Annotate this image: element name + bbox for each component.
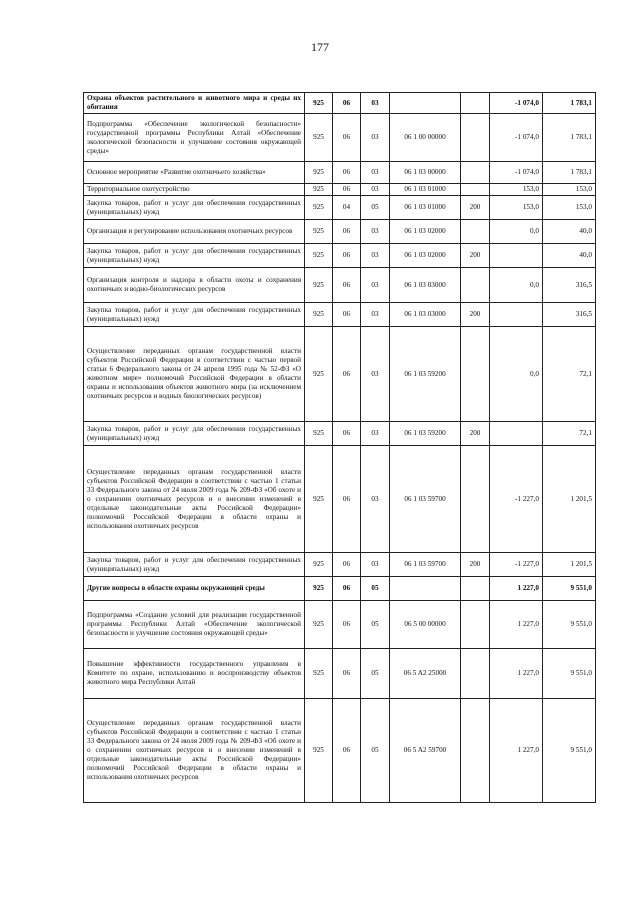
cell-name: Закупка товаров, работ и услуг для обеспечения государственных (муниципальных) нужд — [84, 196, 305, 220]
cell-total-amount: 9 551,0 — [543, 601, 596, 649]
cell-subsection: 03 — [361, 162, 390, 184]
cell-expense-type — [461, 220, 490, 244]
cell-total-amount: 9 551,0 — [543, 577, 596, 601]
cell-subsection: 05 — [361, 601, 390, 649]
table-row — [84, 553, 596, 577]
cell-change-amount: 153,0 — [490, 184, 543, 196]
cell-name: Повышение эффективности государственного управления в Комитете по охране, использованию и воспроизводству объектов животного мира Республики Алтай — [84, 649, 305, 699]
cell-expense-type — [461, 577, 490, 601]
cell-total-amount: 316,5 — [543, 303, 596, 327]
cell-name: Другие вопросы в области охраны окружающей среды — [84, 577, 305, 601]
cell-department-code: 925 — [305, 220, 333, 244]
cell-name: Закупка товаров, работ и услуг для обеспечения государственных (муниципальных) нужд — [84, 422, 305, 446]
cell-subsection: 03 — [361, 446, 390, 553]
cell-target-article — [390, 577, 461, 601]
cell-target-article: 06 1 03 01000 — [390, 196, 461, 220]
cell-target-article: 06 1 03 03000 — [390, 268, 461, 303]
cell-section: 06 — [333, 184, 361, 196]
cell-subsection: 03 — [361, 114, 390, 162]
cell-target-article: 06 5 A2 59700 — [390, 699, 461, 803]
cell-department-code: 925 — [305, 162, 333, 184]
cell-name: Основное мероприятие «Развитие охотничьего хозяйства» — [84, 162, 305, 184]
cell-name: Подпрограмма «Обеспечение экологической безопасности» государственной программы Республики Алтай «Обеспечение экологической безопасности и улучшение состояния окружающей среды» — [84, 114, 305, 162]
cell-change-amount: -1 074,0 — [490, 162, 543, 184]
cell-department-code: 925 — [305, 649, 333, 699]
cell-target-article: 06 1 03 59200 — [390, 422, 461, 446]
cell-target-article: 06 1 00 00000 — [390, 114, 461, 162]
cell-name: Подпрограмма «Создание условий для реализации государственной программы Республики Алтай «Обеспечение экологической безопасности и улучшение состояния окружающей среды» — [84, 601, 305, 649]
cell-section: 06 — [333, 244, 361, 268]
table-row — [84, 446, 596, 553]
cell-total-amount: 153,0 — [543, 184, 596, 196]
cell-target-article: 06 1 03 59700 — [390, 446, 461, 553]
cell-change-amount — [490, 422, 543, 446]
cell-change-amount: 0,0 — [490, 327, 543, 422]
cell-target-article — [390, 93, 461, 114]
cell-name: Закупка товаров, работ и услуг для обеспечения государственных (муниципальных) нужд — [84, 553, 305, 577]
cell-name: Охрана объектов растительного и животного мира и среды их обитания — [84, 93, 305, 114]
cell-department-code: 925 — [305, 327, 333, 422]
cell-total-amount: 9 551,0 — [543, 699, 596, 803]
cell-department-code: 925 — [305, 553, 333, 577]
cell-change-amount: 0,0 — [490, 268, 543, 303]
cell-change-amount: 0,0 — [490, 220, 543, 244]
table-row — [84, 327, 596, 422]
table-row — [84, 649, 596, 699]
cell-expense-type: 200 — [461, 422, 490, 446]
cell-section: 06 — [333, 114, 361, 162]
cell-change-amount: -1 074,0 — [490, 114, 543, 162]
table-row — [84, 220, 596, 244]
cell-section: 06 — [333, 446, 361, 553]
cell-section: 06 — [333, 649, 361, 699]
cell-name: Территориальное охотустройство — [84, 184, 305, 196]
cell-expense-type — [461, 184, 490, 196]
cell-expense-type: 200 — [461, 553, 490, 577]
cell-target-article: 06 5 00 00000 — [390, 601, 461, 649]
table-row — [84, 184, 596, 196]
table-row — [84, 196, 596, 220]
cell-section: 06 — [333, 577, 361, 601]
cell-expense-type — [461, 699, 490, 803]
cell-subsection: 03 — [361, 327, 390, 422]
page-number: 177 — [311, 40, 329, 54]
cell-target-article: 06 1 03 59200 — [390, 327, 461, 422]
cell-section: 04 — [333, 196, 361, 220]
cell-department-code: 925 — [305, 699, 333, 803]
cell-expense-type — [461, 114, 490, 162]
cell-department-code: 925 — [305, 303, 333, 327]
cell-change-amount — [490, 303, 543, 327]
cell-expense-type: 200 — [461, 196, 490, 220]
cell-department-code: 925 — [305, 446, 333, 553]
cell-name: Организация и регулирование использования охотничьих ресурсов — [84, 220, 305, 244]
cell-total-amount: 40,0 — [543, 244, 596, 268]
cell-department-code: 925 — [305, 93, 333, 114]
cell-name: Осуществление переданных органам государственной власти субъектов Российской Федерации в соответствии с частью 1 статьи 33 Федерального закона от 24 июля 2009 года № 209-ФЗ «Об охоте и о сохранении охотничьих ресурсов и о внесении изменений в отдельные законодательные акты Российской Федерации» полномочий Российской Федерации в области охраны и использования охотничьих ресурсов — [84, 699, 305, 803]
cell-department-code: 925 — [305, 114, 333, 162]
cell-total-amount: 1 783,1 — [543, 162, 596, 184]
cell-section: 06 — [333, 327, 361, 422]
cell-department-code: 925 — [305, 422, 333, 446]
cell-expense-type: 200 — [461, 303, 490, 327]
cell-expense-type — [461, 649, 490, 699]
cell-total-amount: 153,0 — [543, 196, 596, 220]
cell-subsection: 03 — [361, 268, 390, 303]
cell-target-article: 06 1 03 03000 — [390, 303, 461, 327]
cell-change-amount: -1 074,0 — [490, 93, 543, 114]
cell-subsection: 03 — [361, 244, 390, 268]
table-row — [84, 601, 596, 649]
cell-target-article: 06 1 03 02000 — [390, 220, 461, 244]
cell-subsection: 05 — [361, 577, 390, 601]
cell-department-code: 925 — [305, 244, 333, 268]
cell-total-amount: 316,5 — [543, 268, 596, 303]
cell-section: 06 — [333, 553, 361, 577]
cell-total-amount: 72,1 — [543, 422, 596, 446]
cell-subsection: 03 — [361, 303, 390, 327]
cell-department-code: 925 — [305, 601, 333, 649]
cell-name: Закупка товаров, работ и услуг для обеспечения государственных (муниципальных) нужд — [84, 244, 305, 268]
cell-name: Организация контроля и надзора в области охоты и сохранения охотничьих и водно-биологических ресурсов — [84, 268, 305, 303]
cell-change-amount: 1 227,0 — [490, 577, 543, 601]
cell-section: 06 — [333, 303, 361, 327]
table-row — [84, 422, 596, 446]
cell-name: Осуществление переданных органам государственной власти субъектов Российской Федерации в соответствии с частью 1 статьи 33 Федерального закона от 24 июля 2009 года № 209-ФЗ «Об охоте и о сохранении охотничьих ресурсов и о внесении изменений в отдельные законодательные акты Российской Федерации» полномочий Российской Федерации в области охраны и использования охотничьих ресурсов — [84, 446, 305, 553]
cell-change-amount: -1 227,0 — [490, 446, 543, 553]
cell-section: 06 — [333, 268, 361, 303]
table-row — [84, 699, 596, 803]
cell-subsection: 03 — [361, 93, 390, 114]
cell-target-article: 06 1 03 01000 — [390, 184, 461, 196]
cell-target-article: 06 5 A2 25000 — [390, 649, 461, 699]
cell-section: 06 — [333, 601, 361, 649]
cell-change-amount: 1 227,0 — [490, 601, 543, 649]
cell-total-amount: 1 201,5 — [543, 553, 596, 577]
cell-subsection: 03 — [361, 184, 390, 196]
table-row — [84, 303, 596, 327]
cell-department-code: 925 — [305, 196, 333, 220]
cell-change-amount — [490, 244, 543, 268]
table-row — [84, 577, 596, 601]
cell-total-amount: 72,1 — [543, 327, 596, 422]
cell-expense-type — [461, 93, 490, 114]
cell-total-amount: 1 783,1 — [543, 114, 596, 162]
cell-section: 06 — [333, 162, 361, 184]
cell-expense-type — [461, 601, 490, 649]
cell-total-amount: 40,0 — [543, 220, 596, 244]
cell-name: Осуществление переданных органам государственной власти субъектов Российской Федерации в соответствии с частью первой статьи 6 Федерального закона от 24 апреля 1995 года № 52-ФЗ «О животном мире» полномочий Российской Федерации в области охраны и использования объектов животного мира (за исключением охотничьих ресурсов и водных биологических ресурсов) — [84, 327, 305, 422]
cell-department-code: 925 — [305, 184, 333, 196]
cell-change-amount: 1 227,0 — [490, 699, 543, 803]
table-row — [84, 162, 596, 184]
cell-subsection: 03 — [361, 220, 390, 244]
cell-subsection: 05 — [361, 196, 390, 220]
cell-section: 06 — [333, 220, 361, 244]
table-row — [84, 268, 596, 303]
table-row — [84, 114, 596, 162]
cell-department-code: 925 — [305, 577, 333, 601]
budget-table — [83, 92, 596, 803]
table-body — [84, 93, 596, 803]
cell-subsection: 03 — [361, 422, 390, 446]
cell-department-code: 925 — [305, 268, 333, 303]
cell-section: 06 — [333, 93, 361, 114]
cell-expense-type — [461, 446, 490, 553]
cell-change-amount: 1 227,0 — [490, 649, 543, 699]
cell-total-amount: 9 551,0 — [543, 649, 596, 699]
cell-expense-type — [461, 327, 490, 422]
cell-expense-type — [461, 162, 490, 184]
cell-target-article: 06 1 03 02000 — [390, 244, 461, 268]
cell-section: 06 — [333, 699, 361, 803]
cell-subsection: 03 — [361, 553, 390, 577]
cell-change-amount: -1 227,0 — [490, 553, 543, 577]
cell-subsection: 05 — [361, 649, 390, 699]
cell-expense-type: 200 — [461, 244, 490, 268]
cell-total-amount: 1 783,1 — [543, 93, 596, 114]
cell-expense-type — [461, 268, 490, 303]
table-row — [84, 93, 596, 114]
table-row — [84, 244, 596, 268]
cell-section: 06 — [333, 422, 361, 446]
cell-target-article: 06 1 03 59700 — [390, 553, 461, 577]
cell-change-amount: 153,0 — [490, 196, 543, 220]
cell-target-article: 06 1 03 00000 — [390, 162, 461, 184]
cell-subsection: 05 — [361, 699, 390, 803]
cell-total-amount: 1 201,5 — [543, 446, 596, 553]
cell-name: Закупка товаров, работ и услуг для обеспечения государственных (муниципальных) нужд — [84, 303, 305, 327]
